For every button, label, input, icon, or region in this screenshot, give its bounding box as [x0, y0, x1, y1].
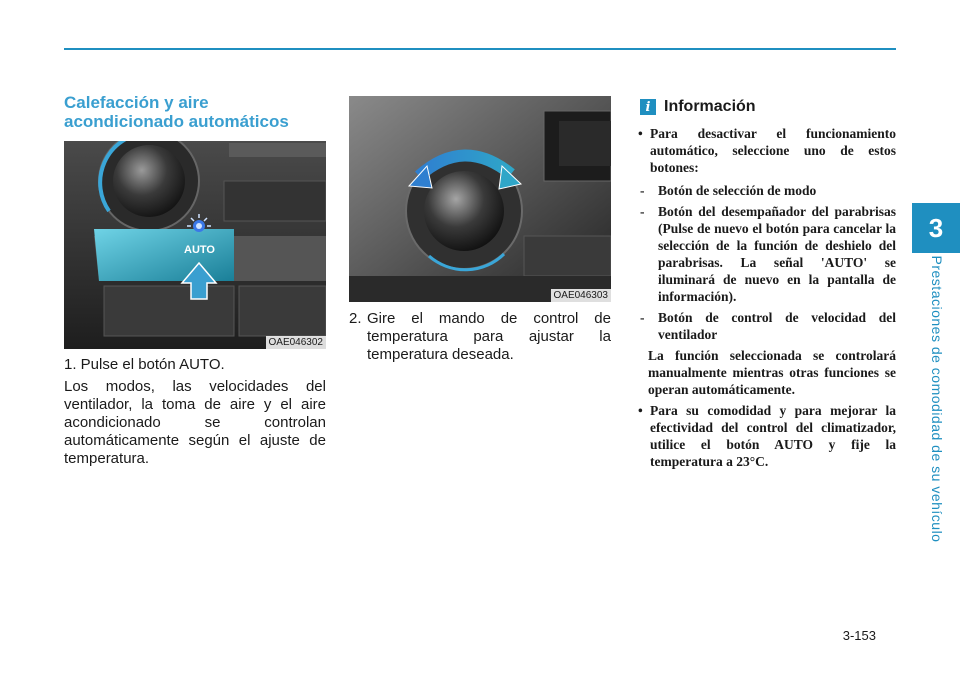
info-dash-item: - Botón del desempañador del parabrisas (Pulse de nuevo el botón para cancelar la selección de la función de deshielo del parabrisas. La señal 'AUTO' se iluminará de nuevo en la pantalla de información). [640, 204, 896, 304]
heading-line-2: acondicionado automáticos [64, 112, 289, 131]
info-dash-item: - Botón de control de velocidad del ventilador [640, 310, 896, 342]
step-2-text: Gire el mando de control de temperatura para ajustar la temperatura deseada. [367, 310, 611, 363]
temperature-knob-illustration [349, 96, 611, 302]
figure-code: OAE046303 [551, 289, 612, 302]
step-1: 1. Pulse el botón AUTO. [64, 356, 225, 373]
chapter-title: Prestaciones de comodidad de su vehículo [929, 255, 945, 542]
section-heading [64, 93, 344, 131]
chapter-number: 3 [928, 212, 944, 243]
top-rule [64, 48, 896, 50]
info-header [640, 98, 756, 116]
info-note: La función seleccionada se controlará manualmente mientras otras funciones se operan automáticamente. [648, 348, 896, 397]
info-dash-1: Botón de selección de modo [658, 183, 817, 198]
info-dash-3: Botón de control de velocidad del ventilador [658, 310, 896, 342]
info-bullet: • Para desactivar el funcionamiento automático, seleccione uno de estos botones: [638, 126, 896, 175]
auto-button-figure [64, 141, 326, 349]
info-body [640, 125, 896, 476]
auto-description: Los modos, las velocidades del ventilador, la toma de aire y el aire acondicionado se controlan automáticamente según el ajuste de temperatura. [64, 378, 326, 467]
info-bullet-2: Para su comodidad y para mejorar la efectividad del control del climatizador, utilice el botón AUTO y fije la temperatura a 23°C. [650, 403, 896, 469]
info-bullet-1: Para desactivar el funcionamiento automático, seleccione uno de estos botones: [650, 126, 896, 175]
info-dash-2: Botón del desempañador del parabrisas (Pulse de nuevo el botón para cancelar la selección de la función de deshielo del parabrisas. La señal 'AUTO' se iluminará de nuevo en la pantalla de información). [658, 204, 896, 304]
info-dash-item: - Botón de selección de modo [640, 182, 896, 199]
step-2 [349, 310, 611, 364]
figure-code: OAE046302 [266, 336, 327, 349]
chapter-side-label [928, 256, 946, 541]
info-icon: i [640, 99, 656, 115]
step-2-number: 2. [349, 310, 362, 327]
temperature-knob-figure [349, 96, 611, 302]
auto-button-illustration [64, 141, 326, 349]
auto-button-label: AUTO [184, 244, 215, 256]
info-bullet: • Para su comodidad y para mejorar la efectividad del control del climatizador, utilice el botón AUTO y fije la temperatura a 23°C. [638, 403, 896, 469]
heading-line-1: Calefacción y aire [64, 93, 209, 112]
page-number: 3-153 [842, 628, 876, 643]
info-title: Información [664, 98, 756, 115]
chapter-tab [912, 203, 960, 253]
